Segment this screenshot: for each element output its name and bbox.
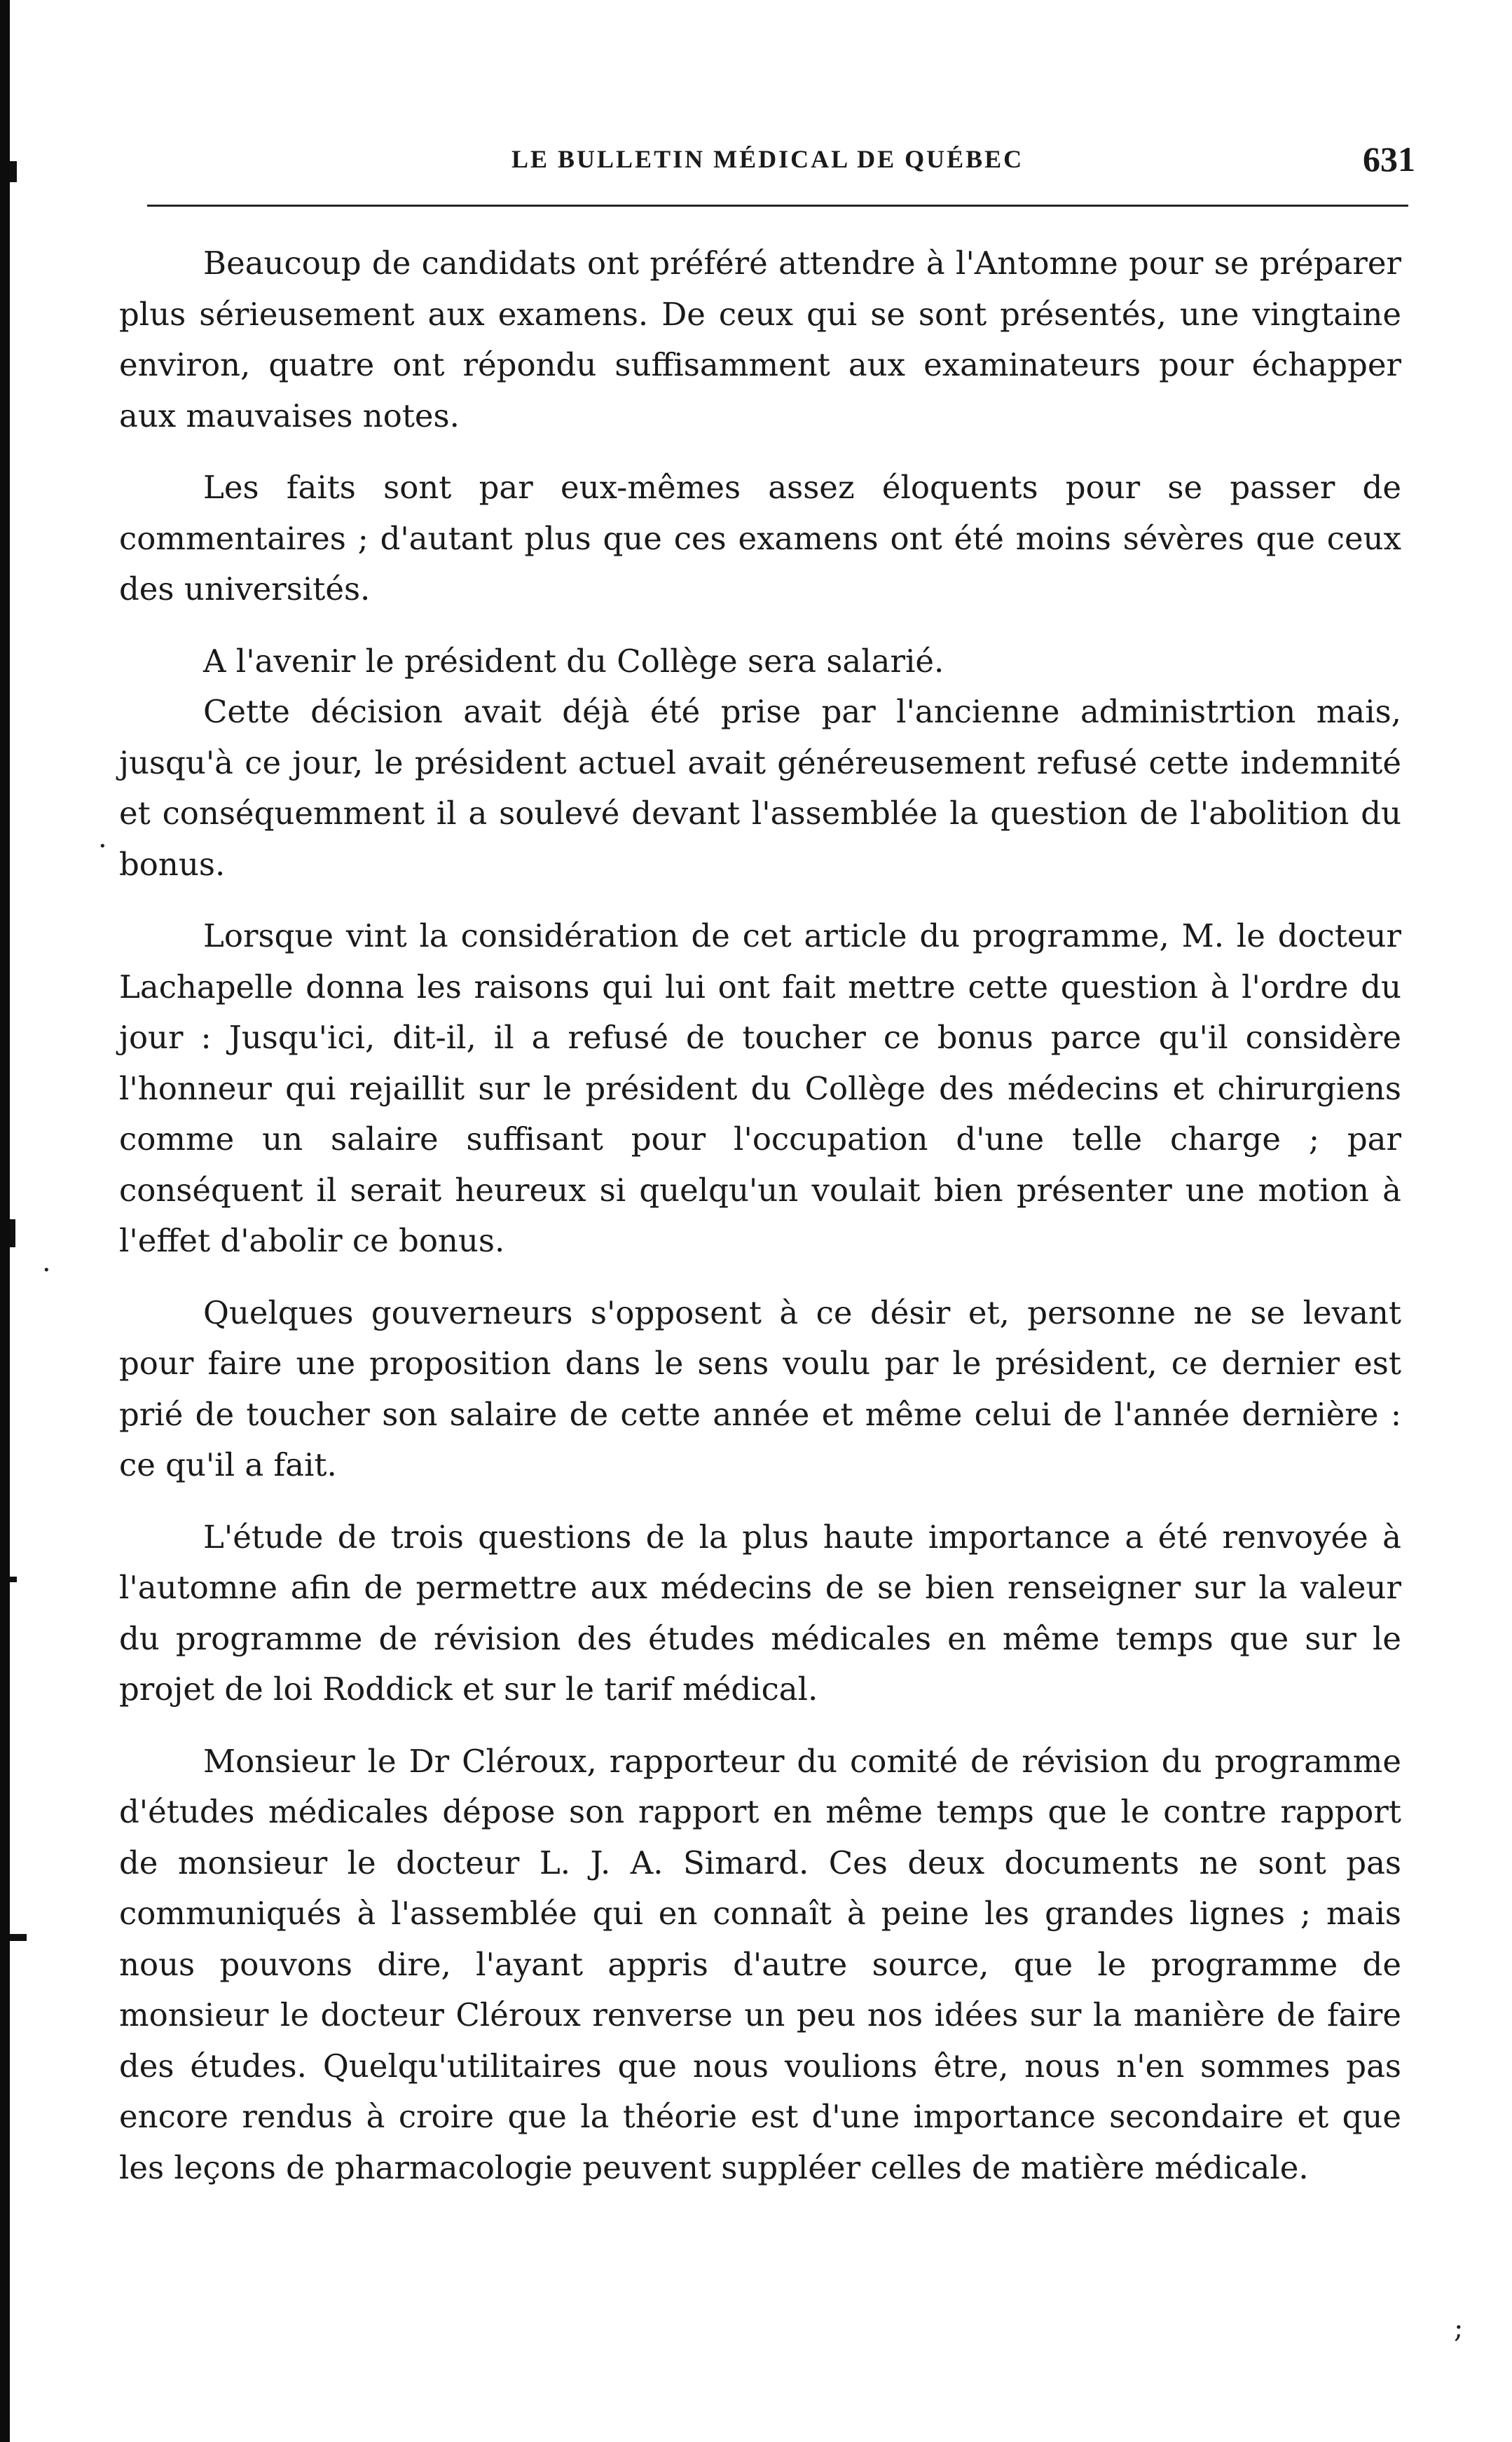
paragraph: Les faits sont par eux-mêmes assez éloquents pour se passer de commentaires ; d'autant plus que ces examens ont été moins sévères que ceux des universités.	[119, 469, 1401, 608]
paragraph: Beaucoup de candidats ont préféré attendre à l'Antomne pour se préparer plus sérieusement aux examens. De ceux qui se sont présentés, une vingtaine environ, quatre ont répondu suffisamment aux examinateurs pour échapper aux mauvaises notes.	[119, 245, 1401, 434]
scan-edge-mark	[10, 1934, 27, 1941]
header-rule	[147, 205, 1408, 207]
running-head	[119, 139, 1415, 181]
scan-edge-mark	[10, 1219, 15, 1247]
scan-speck: ;	[1454, 2312, 1464, 2345]
paragraph: A l'avenir le président du Collège sera salarié.	[203, 642, 944, 680]
paragraph: Lorsque vint la considération de cet article du programme, M. le docteur Lachapelle donna les raisons qui lui ont fait mettre cette question à l'ordre du jour : Jusqu'ici, dit-il, il a refusé de toucher ce bonus parce qu'il considère l'honneur qui rejaillit sur le président du Collège des médecins et chirurgiens comme un salaire suffisant pour l'occupation d'une telle charge ; par conséquent il serait heureux si quelqu'un voulait bien présenter une motion à l'effet d'abolir ce bonus.	[119, 917, 1401, 1259]
paragraph: Monsieur le Dr Cléroux, rapporteur du comité de révision du programme d'études médicales dépose son rapport en même temps que le contre rapport de monsieur le docteur L. J. A. Simard. Ces deux documents ne sont pas communiqués à l'assemblée qui en connaît à peine les grandes lignes ; mais nous pouvons dire, l'ayant appris d'autre source, que le programme de monsieur le docteur Cléroux renverse un peu nos idées sur la manière de faire des études. Quelqu'utilitaires que nous voulions être, nous n'en sommes pas encore rendus à croire que la théorie est d'une importance secondaire et que les leçons de pharmacologie peuvent suppléer celles de matière médicale.	[119, 1742, 1401, 2186]
paragraph: L'étude de trois questions de la plus haute importance a été renvoyée à l'automne afin de permettre aux médecins de se bien renseigner sur la valeur du programme de révision des études médicales en même temps que sur le projet de loi Roddick et sur le tarif médical.	[119, 1518, 1401, 1708]
scan-edge-mark	[10, 1577, 17, 1582]
paragraph: Cette décision avait déjà été prise par l'ancienne administrtion mais, jusqu'à ce jour, le président actuel avait généreusement refusé cette indemnité et conséquemment il a soulevé devant l'assemblée la question de l'abolition du bonus.	[119, 693, 1401, 883]
scan-edge-mark	[10, 161, 17, 182]
article-body	[119, 238, 1401, 2214]
paragraph: Quelques gouverneurs s'opposent à ce désir et, personne ne se levant pour faire une proposition dans le sens voulu par le président, ce dernier est prié de toucher son salaire de cette année et même celui de l'année dernière : ce qu'il a fait.	[119, 1294, 1401, 1483]
scan-binding-edge	[0, 0, 10, 2442]
scan-speck: ·	[42, 1254, 51, 1287]
running-title: LE BULLETIN MÉDICAL DE QUÉBEC	[511, 145, 1024, 173]
book-page	[42, 0, 1464, 2442]
page-number: 631	[1363, 139, 1415, 179]
scan-speck: ·	[98, 830, 107, 863]
